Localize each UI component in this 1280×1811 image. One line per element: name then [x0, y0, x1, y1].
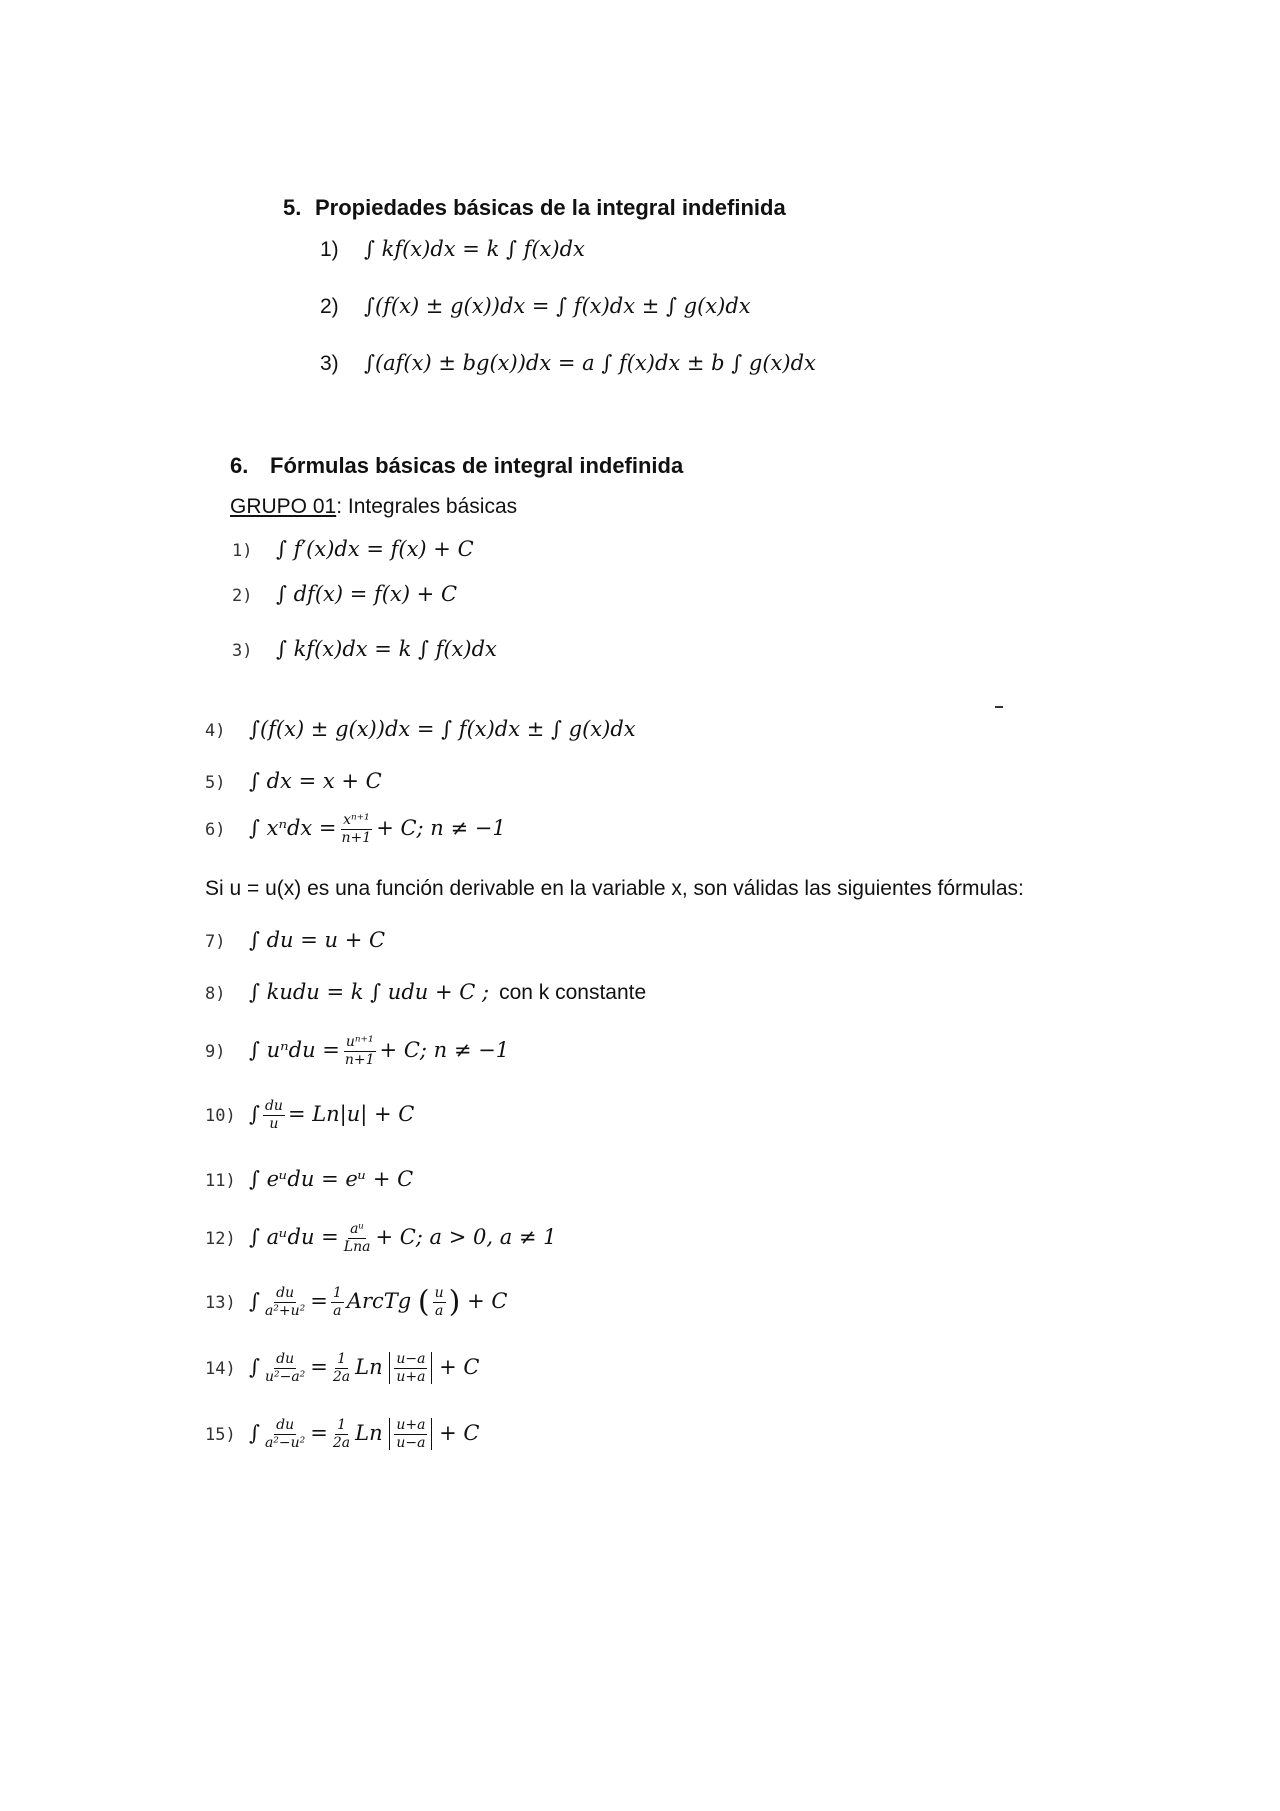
formula-item: 14) ∫ $\frac{du}{\text{u²−a²}}$ = $\frac{1}{2a}$ Ln $\frac{u-a}{u+a}$ + C: [205, 1351, 480, 1385]
formula-item: 15) ∫ $\frac{du}{\text{a²−u²}}$ = $\frac{1}{2a}$ Ln $\frac{u+a}{u-a}$ + C: [205, 1417, 480, 1451]
formula: ∫ f′(x)dx = f(x) + C: [276, 537, 474, 561]
section-5-number: 5.: [283, 195, 302, 220]
formula: ∫ eᵘdu = eᵘ + C: [249, 1167, 414, 1191]
formula-item: 8) ∫ kudu = k ∫ udu + C ; con k constante: [205, 980, 647, 1004]
formula-item: 11) ∫ eᵘdu = eᵘ + C: [205, 1167, 414, 1191]
stray-mark: [995, 706, 1003, 708]
formula-note: con k constante: [499, 981, 647, 1004]
section-6-title: Fórmulas básicas de integral indefinida: [270, 453, 684, 478]
formula-item: 13) ∫ $\frac{du}{\text{a²+u²}}$ = $\frac{1}{a}$ ArcTg ( $\frac{u}{a}$ ) + C: [205, 1284, 508, 1320]
formula-item: 12) ∫ aᵘdu = $\frac{\text{aᵘ}}{\text{Lna}}$ + C; a > 0, a ≠ 1: [205, 1221, 557, 1255]
property-item: 1) ∫ kf(x)dx = k ∫ f(x)dx: [320, 237, 585, 261]
formula-item: 1) ∫ f′(x)dx = f(x) + C: [232, 537, 474, 561]
formula: ∫ $\frac{du}{u}$ = Ln|u| + C: [249, 1098, 415, 1132]
formula: ∫ du = u + C: [249, 928, 386, 952]
formula: ∫ df(x) = f(x) + C: [276, 582, 458, 606]
formula: ∫(f(x) ± g(x))dx = ∫ f(x)dx ± ∫ g(x)dx: [364, 294, 751, 318]
group-heading: [230, 495, 517, 519]
formula-item: 9) ∫ uⁿdu = $\frac{\text{uⁿ⁺¹}}{n+1}$ + C; n ≠ −1: [205, 1034, 510, 1068]
formula: ∫ aᵘdu = $\frac{\text{aᵘ}}{\text{Lna}}$ + C; a > 0, a ≠ 1: [249, 1221, 557, 1255]
formula: ∫(af(x) ± bg(x))dx = a ∫ f(x)dx ± b ∫ g(x)dx: [364, 351, 816, 375]
section-6-heading: [230, 453, 683, 479]
formula-item: 10) ∫ $\frac{du}{u}$ = Ln|u| + C: [205, 1098, 415, 1132]
formula: ∫ xⁿdx = $\frac{\text{xⁿ⁺¹}}{n+1}$ + C; n ≠ −1: [249, 812, 506, 846]
property-item: 2) ∫(f(x) ± g(x))dx = ∫ f(x)dx ± ∫ g(x)dx: [320, 294, 751, 318]
formula: ∫ kf(x)dx = k ∫ f(x)dx: [364, 237, 585, 261]
formula: ∫ $\frac{du}{\text{a²+u²}}$ = $\frac{1}{a}$ ArcTg ( $\frac{u}{a}$ ) + C: [249, 1284, 508, 1320]
formula: ∫ kf(x)dx = k ∫ f(x)dx: [276, 637, 497, 661]
formula-item: 7) ∫ du = u + C: [205, 928, 386, 952]
formula-item: 4) ∫(f(x) ± g(x))dx = ∫ f(x)dx ± ∫ g(x)dx: [205, 717, 636, 741]
formula: ∫ $\frac{du}{\text{a²−u²}}$ = $\frac{1}{2a}$ Ln $\frac{u+a}{u-a}$ + C: [249, 1417, 480, 1451]
formula: ∫ $\frac{du}{\text{u²−a²}}$ = $\frac{1}{2a}$ Ln $\frac{u-a}{u+a}$ + C: [249, 1351, 480, 1385]
formula-item: 6) ∫ xⁿdx = $\frac{\text{xⁿ⁺¹}}{n+1}$ + C; n ≠ −1: [205, 812, 506, 846]
formula-item: 3) ∫ kf(x)dx = k ∫ f(x)dx: [232, 637, 497, 661]
group-label: GRUPO 01: [230, 495, 337, 518]
section-5-heading: [283, 195, 786, 221]
condition-text: Si u = u(x) es una función derivable en la variable x, son válidas las siguientes fórmulas:: [205, 877, 1024, 900]
section-5-title: Propiedades básicas de la integral indefinida: [315, 195, 786, 220]
formula: ∫(f(x) ± g(x))dx = ∫ f(x)dx ± ∫ g(x)dx: [249, 717, 636, 741]
formula: ∫ kudu = k ∫ udu + C ;: [249, 980, 490, 1004]
property-item: 3) ∫(af(x) ± bg(x))dx = a ∫ f(x)dx ± b ∫ g(x)dx: [320, 351, 816, 375]
formula: ∫ uⁿdu = $\frac{\text{uⁿ⁺¹}}{n+1}$ + C; n ≠ −1: [249, 1034, 510, 1068]
formula-item: 2) ∫ df(x) = f(x) + C: [232, 582, 458, 606]
group-description: : Integrales básicas: [336, 495, 518, 518]
formula-item: 5) ∫ dx = x + C: [205, 769, 382, 793]
section-6-number: 6.: [230, 453, 249, 478]
formula: ∫ dx = x + C: [249, 769, 382, 793]
